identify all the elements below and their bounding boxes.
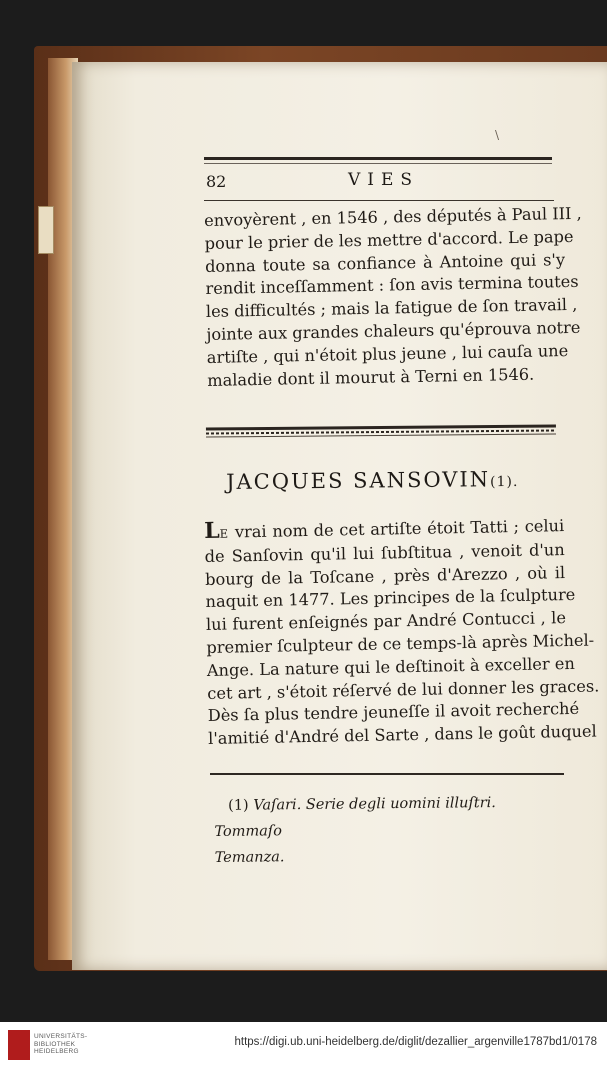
top-rule-thin xyxy=(204,163,552,164)
header-rule xyxy=(204,200,554,201)
library-line: HEIDELBERG xyxy=(34,1048,79,1055)
text-line: Ange. La nature qui le deſtinoit à exceller en xyxy=(206,653,575,680)
page-number: 82 xyxy=(206,172,227,191)
footnote-text-2: Temanza. xyxy=(214,849,285,866)
paragraph-continuation xyxy=(204,203,582,392)
text-line: bourg de la Toſcane , près d'Arezzo , où il xyxy=(204,562,566,589)
library-name xyxy=(34,1033,87,1056)
text-line: Dès ſa plus tendre jeuneſſe il avoit recherché xyxy=(207,699,580,726)
chapter-title-text: JACQUES SANSOVIN xyxy=(226,467,491,494)
text-line: envoyèrent , en 1546 , des députés à Paul III , xyxy=(204,203,582,230)
running-head: VIES xyxy=(348,170,420,190)
first-line-text: vrai nom de cet artiſte étoit Tatti ; celui xyxy=(228,516,565,542)
text-line: rendit inceſſamment : ſon avis termina toutes xyxy=(205,272,579,299)
chapter-title xyxy=(226,467,518,494)
source-link[interactable]: https://digi.ub.uni-heidelberg.de/diglit/dezallier_argenville1787bd1/0178 xyxy=(234,1036,597,1048)
university-logo-icon xyxy=(8,1030,30,1060)
text-line: l'amitié d'André del Sarte , dans le goût duquel xyxy=(208,721,597,749)
top-rule xyxy=(204,157,552,160)
text-line: jointe aux grandes chaleurs qu'éprouva notre xyxy=(206,317,581,344)
paragraph-main xyxy=(203,513,600,751)
text-line: cet art , s'étoit réſervé de lui donner les graces. xyxy=(207,676,600,703)
text-line: pour le prier de les mettre d'accord. Le pape xyxy=(204,226,574,253)
drop-capital: L xyxy=(203,517,220,544)
footnote xyxy=(214,789,567,871)
text-line: de Sanſovin qu'il lui ſubſtitua , venoit d'un xyxy=(204,539,565,566)
text-line: premier ſculpteur de ce temps-là après Michel- xyxy=(206,630,595,657)
footnote-text: Vaſari. Serie degli uomini illuſtri. Tommaſo xyxy=(214,795,496,840)
footnote-reference: (1). xyxy=(490,473,519,491)
text-line: les difficultés ; mais la fatigue de ſon travail , xyxy=(205,295,578,322)
text-line: donna toute sa confiance à Antoine qui s'y xyxy=(204,249,566,276)
footnote-rule xyxy=(210,773,564,775)
library-line: UNIVERSITÄTS- xyxy=(34,1033,88,1040)
small-caps: E xyxy=(219,526,230,541)
margin-mark: \ xyxy=(495,128,500,142)
viewer-footer xyxy=(0,1022,607,1068)
bookmark-tab xyxy=(38,206,54,254)
footnote-marker: (1) xyxy=(228,797,249,814)
text-line: lui furent enſeignés par André Contucci , le xyxy=(205,608,567,635)
text-line: naquit en 1477. Les principes de la ſculpture xyxy=(205,585,576,612)
library-line: BIBLIOTHEK xyxy=(34,1040,76,1048)
text-line: maladie dont il mourut à Terni en 1546. xyxy=(207,364,535,390)
text-line: artiſte , qui n'étoit plus jeune , lui cauſa une xyxy=(206,340,569,367)
